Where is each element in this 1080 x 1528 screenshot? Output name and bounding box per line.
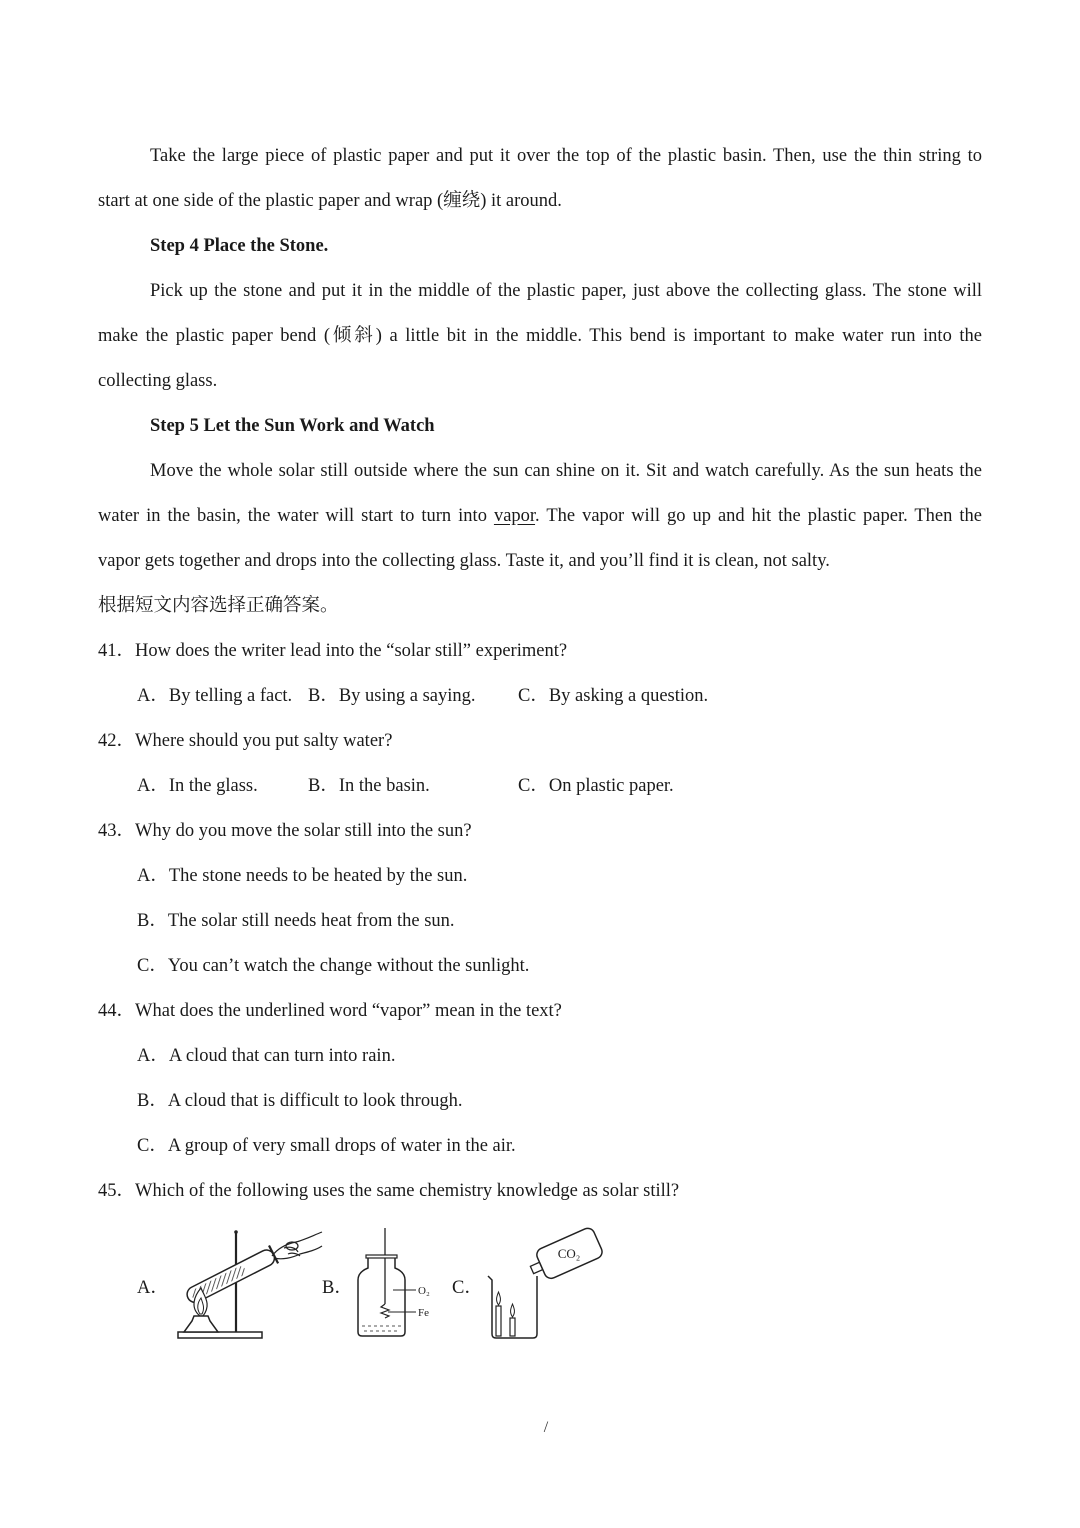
option-text: A group of very small drops of water in the air. bbox=[167, 1136, 516, 1156]
option-text: The solar still needs heat from the sun. bbox=[167, 911, 455, 931]
step-4-heading: Step 4 Place the Stone. bbox=[150, 236, 329, 256]
option-text: By asking a question. bbox=[548, 686, 709, 706]
alcohol-lamp bbox=[184, 1316, 218, 1332]
option-b bbox=[308, 764, 430, 809]
question-number: 42． bbox=[98, 731, 136, 751]
question-41 bbox=[98, 629, 982, 674]
passage-text: water in the basin, the water will start to turn into bbox=[98, 506, 494, 526]
option-label: B． bbox=[137, 911, 168, 931]
option-b bbox=[137, 1079, 462, 1124]
option-label: A． bbox=[137, 1046, 169, 1066]
water bbox=[362, 1326, 401, 1331]
option-label: B． bbox=[308, 776, 339, 796]
question-number: 43． bbox=[98, 821, 136, 841]
option-text: In the glass. bbox=[168, 776, 258, 796]
step-5-heading: Step 5 Let the Sun Work and Watch bbox=[150, 416, 435, 436]
option-b bbox=[308, 674, 476, 719]
page-content bbox=[98, 134, 982, 1214]
question-text: Where should you put salty water? bbox=[135, 731, 393, 751]
option-label: C． bbox=[518, 686, 549, 706]
question-44-option-c bbox=[98, 1124, 982, 1169]
question-44-option-b bbox=[98, 1079, 982, 1124]
passage-line: make the plastic paper bend (倾斜) a little bit in the middle. This bend is important to make water run into the bbox=[98, 326, 982, 346]
option-b bbox=[137, 899, 455, 944]
question-44-option-a bbox=[98, 1034, 982, 1079]
option-a bbox=[137, 1034, 395, 1079]
iron-spiral bbox=[381, 1304, 389, 1318]
option-label: B． bbox=[137, 1091, 168, 1111]
passage-line: collecting glass. bbox=[98, 371, 218, 391]
stand-base bbox=[178, 1332, 262, 1338]
short-candle bbox=[510, 1304, 515, 1336]
option-c-label: C． bbox=[452, 1278, 483, 1298]
question-42 bbox=[98, 719, 982, 764]
option-text: On plastic paper. bbox=[548, 776, 674, 796]
option-text: By using a saying. bbox=[338, 686, 476, 706]
o2-label: O₂ bbox=[418, 1285, 430, 1297]
option-text: By telling a fact. bbox=[168, 686, 293, 706]
underlined-word-vapor: vapor bbox=[493, 506, 536, 526]
option-label: A． bbox=[137, 686, 169, 706]
passage-line: vapor gets together and drops into the collecting glass. Taste it, and you’ll find it is clean, not salty. bbox=[98, 551, 830, 571]
passage-line: Move the whole solar still outside where the sun can shine on it. Sit and watch carefully. As the sun heats the bbox=[150, 461, 982, 481]
passage-text: . The vapor will go up and hit the plastic paper. Then the bbox=[535, 506, 982, 526]
question-number: 45． bbox=[98, 1181, 136, 1201]
option-label: C． bbox=[518, 776, 549, 796]
option-text: The stone needs to be heated by the sun. bbox=[168, 866, 468, 886]
question-42-options bbox=[98, 764, 982, 809]
fe-label: Fe bbox=[418, 1307, 429, 1319]
passage-line: Take the large piece of plastic paper and put it over the top of the plastic basin. Then, use the thin string to bbox=[150, 146, 982, 166]
figure-c-beaker-candles bbox=[482, 1226, 607, 1348]
option-text: In the basin. bbox=[338, 776, 430, 796]
tall-candle bbox=[496, 1292, 501, 1336]
option-c bbox=[518, 674, 708, 719]
option-c bbox=[137, 944, 529, 989]
option-c bbox=[137, 1124, 516, 1169]
question-43-option-c bbox=[98, 944, 982, 989]
option-text: A cloud that can turn into rain. bbox=[168, 1046, 396, 1066]
option-a bbox=[137, 674, 292, 719]
option-b-label: B． bbox=[322, 1278, 353, 1298]
question-41-options bbox=[98, 674, 982, 719]
passage-line: Pick up the stone and put it in the middle of the plastic paper, just above the collecting glass. The stone will bbox=[150, 281, 982, 301]
option-a-label: A． bbox=[137, 1278, 169, 1298]
figure-a-heating-apparatus bbox=[172, 1226, 327, 1348]
question-43 bbox=[98, 809, 982, 854]
gas-bottle bbox=[358, 1258, 405, 1336]
figure-b-gas-bottle bbox=[352, 1226, 437, 1348]
passage-line: start at one side of the plastic paper and wrap (缠绕) it around. bbox=[98, 191, 562, 211]
page-footer: / bbox=[543, 1419, 549, 1436]
question-44 bbox=[98, 989, 982, 1034]
glass-cover bbox=[366, 1255, 397, 1258]
instruction: 根据短文内容选择正确答案。 bbox=[98, 596, 339, 616]
option-text: A cloud that is difficult to look through. bbox=[167, 1091, 463, 1111]
option-a bbox=[137, 764, 258, 809]
option-a bbox=[137, 854, 467, 899]
option-label: B． bbox=[308, 686, 339, 706]
question-text: What does the underlined word “vapor” mean in the text? bbox=[135, 1001, 562, 1021]
option-label: C． bbox=[137, 1136, 168, 1156]
question-43-option-a bbox=[98, 854, 982, 899]
option-label: C． bbox=[137, 956, 168, 976]
question-text: Why do you move the solar still into the sun? bbox=[135, 821, 472, 841]
hand bbox=[272, 1232, 322, 1259]
question-text: How does the writer lead into the “solar still” experiment? bbox=[135, 641, 568, 661]
question-text: Which of the following uses the same chemistry knowledge as solar still? bbox=[135, 1181, 680, 1201]
passage-line bbox=[98, 494, 982, 539]
option-c bbox=[518, 764, 674, 809]
question-number: 44． bbox=[98, 1001, 136, 1021]
question-43-option-b bbox=[98, 899, 982, 944]
option-label: A． bbox=[137, 866, 169, 886]
co2-label: CO₂ bbox=[557, 1246, 581, 1261]
option-text: You can’t watch the change without the sunlight. bbox=[167, 956, 530, 976]
option-label: A． bbox=[137, 776, 169, 796]
question-number: 41． bbox=[98, 641, 136, 661]
question-45 bbox=[98, 1169, 982, 1214]
